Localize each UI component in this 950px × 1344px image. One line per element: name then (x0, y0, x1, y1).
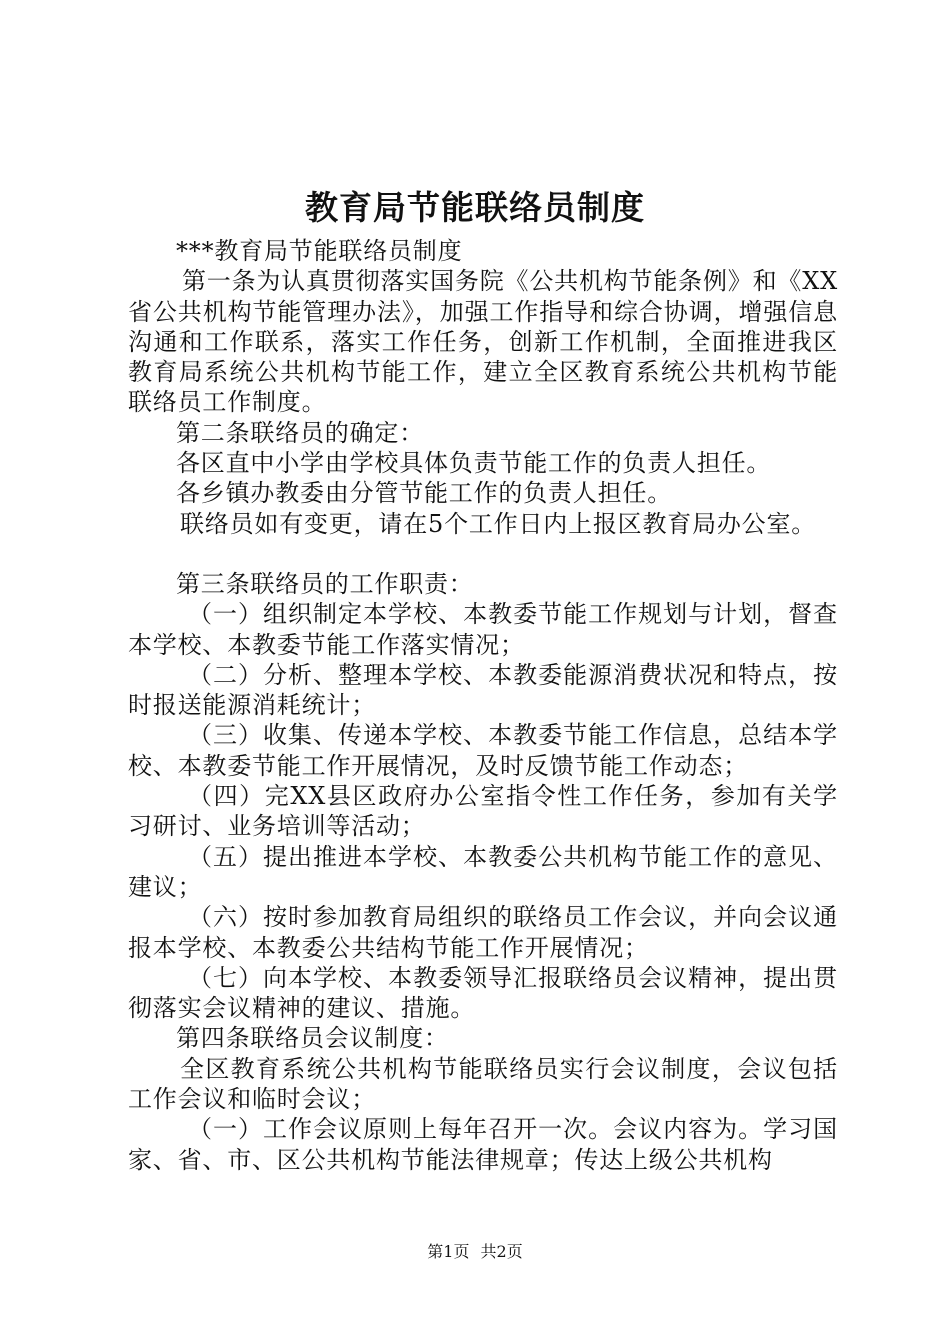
paragraph-article-3: 第三条联络员的工作职责： (176, 569, 474, 598)
paragraph-article-2: 第二条联络员的确定： (176, 418, 424, 447)
paragraph-duty-5: （五）提出推进本学校、本教委公共机构节能工作的意见、建议； (128, 842, 838, 901)
page-total: 共2页 (480, 1242, 523, 1261)
paragraph-duty-6: （六）按时参加教育局组织的联络员工作会议，并向会议通报本学校、本教委公共结构节能工作开展情况； (128, 903, 838, 962)
paragraph-article-2-item-1: 各区直中小学由学校具体负责节能工作的负责人担任。 (176, 449, 772, 478)
paragraph-heading: ***教育局节能联络员制度 (176, 237, 463, 265)
paragraph-article-4-item-1: （一）工作会议原则上每年召开一次。会议内容为。学习国家、省、市、区公共机构节能法律规章；传达上级公共机构 (128, 1115, 838, 1174)
page-footer (0, 1240, 950, 1264)
paragraph-spacer (128, 539, 838, 569)
paragraph-duty-7: （七）向本学校、本教委领导汇报联络员会议精神，提出贯彻落实会议精神的建议、措施。 (128, 963, 838, 1023)
paragraph-duty-1: （一）组织制定本学校、本教委节能工作规划与计划，督查本学校、本教委节能工作落实情况； (128, 600, 838, 659)
paragraph-duty-3: （三）收集、传递本学校、本教委节能工作信息，总结本学校、本教委节能工作开展情况，及时反馈节能工作动态； (128, 721, 838, 780)
paragraph-article-4-intro: 全区教育系统公共机构节能联络员实行会议制度，会议包括工作会议和临时会议； (128, 1054, 838, 1114)
paragraph-article-4: 第四条联络员会议制度： (176, 1024, 449, 1053)
paragraph-article-2-item-3: 联络员如有变更，请在5个工作日内上报区教育局办公室。 (180, 509, 817, 538)
paragraph-article-2-item-2: 各乡镇办教委由分管节能工作的负责人担任。 (176, 479, 672, 508)
paragraph-article-1: 第一条为认真贯彻落实国务院《公共机构节能条例》和《XX省公共机构节能管理办法》，加强工作指导和综合协调，增强信息沟通和工作联系，落实工作任务，创新工作机制，全面推进我区教育局系统公共机构节能工作，建立全区教育系统公共机构节能联络员工作制度。 (128, 267, 838, 417)
document-body (128, 236, 838, 1175)
document-title: 教育局节能联络员制度 (305, 188, 645, 227)
page-number: 第1页 (427, 1242, 470, 1261)
paragraph-duty-4: （四）完XX县区政府办公室指令性工作任务，参加有关学习研讨、业务培训等活动； (128, 782, 838, 841)
paragraph-duty-2: （二）分析、整理本学校、本教委能源消费状况和特点，按时报送能源消耗统计； (128, 660, 838, 720)
